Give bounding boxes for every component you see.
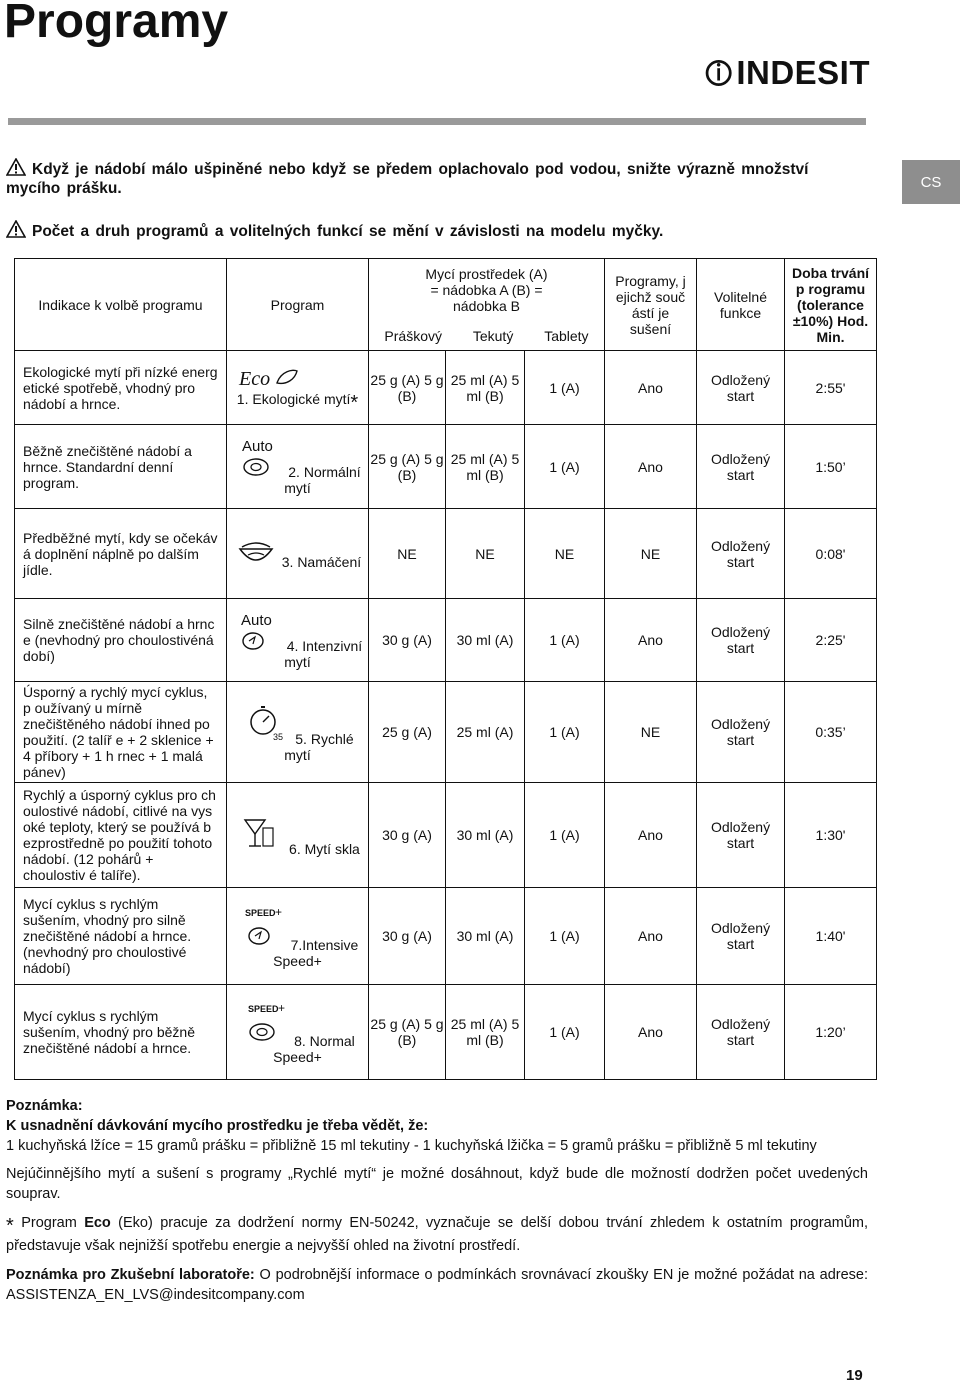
- svg-text:Eco: Eco: [239, 367, 271, 390]
- lab-bold: Poznámka pro Zkušební laboratoře:: [6, 1267, 255, 1283]
- row-options-text: Odložený start: [710, 537, 771, 570]
- table-row: [15, 425, 877, 509]
- row-duration: 2:55': [785, 351, 877, 425]
- row-liquid: 25 ml (A) 5 ml (B): [446, 425, 525, 509]
- program-name: 3. Namáčení: [281, 554, 362, 570]
- row-tablets: NE: [525, 509, 605, 599]
- row-tablets: 1 (A): [525, 599, 605, 682]
- eco-bold: Eco: [84, 1215, 111, 1231]
- glass-icon: [235, 814, 285, 854]
- brand-logo: [705, 52, 870, 94]
- row-options-text: Odložený start: [710, 716, 771, 748]
- row-description: Mycí cyklus s rychlým sušením, vhodný pro běžně znečištěné nádobí a hrnce.: [15, 985, 227, 1080]
- programs-table: [14, 258, 877, 1080]
- row-program: [227, 985, 369, 1080]
- row-duration: 1:40': [785, 888, 877, 985]
- row-powder: 25 g (A): [369, 682, 446, 783]
- header-indication: Indikace k volbě programu: [15, 259, 227, 351]
- row-tablets: 1 (A): [525, 351, 605, 425]
- lab-note: [6, 1265, 868, 1305]
- indesit-logo-icon: [705, 53, 732, 93]
- program-name: 4. Intenzivní mytí: [284, 637, 363, 670]
- timer-icon: [241, 702, 291, 744]
- table-row: [15, 682, 877, 783]
- efficiency-note: Nejúčinnějšího mytí a sušení s programy „Rychlé mytí“ je možné dosáhnout, když bude dle možností dodržen počet uvedených souprav.: [6, 1166, 868, 1202]
- program-name: 5. Rychlé mytí: [284, 730, 354, 763]
- row-tablets: 1 (A): [525, 888, 605, 985]
- dosing-heading: K usnadnění dávkování mycího prostředku je třeba vědět, že:: [6, 1118, 429, 1134]
- row-options: [697, 509, 785, 599]
- row-duration: 1:30': [785, 783, 877, 888]
- dosing-text: 1 kuchyňská lžíce = 15 gramů prášku = přibližně 15 ml tekutiny - 1 kuchyňská lžička = 5 gramů prášku = přibližně 5 ml tekutiny: [6, 1138, 817, 1154]
- page-number: 19: [846, 1367, 863, 1384]
- warning-note-2: [6, 220, 836, 241]
- eco-icon: [237, 365, 307, 391]
- eco-star: *: [6, 1215, 14, 1237]
- row-powder: 30 g (A): [369, 599, 446, 682]
- header-options: [697, 259, 785, 351]
- row-options: [697, 425, 785, 509]
- row-liquid: NE: [446, 509, 525, 599]
- row-duration: 0:35’: [785, 682, 877, 783]
- header-powder: Práškový: [384, 327, 442, 344]
- svg-text:+: +: [274, 904, 282, 919]
- row-drying: Ano: [605, 599, 697, 682]
- svg-text:35: 35: [273, 731, 284, 742]
- brand-name: INDESIT: [736, 54, 870, 91]
- row-powder: 30 g (A): [369, 783, 446, 888]
- row-program: [227, 599, 369, 682]
- row-drying: Ano: [605, 783, 697, 888]
- row-options: [697, 783, 785, 888]
- warning-text-1: Když je nádobí málo ušpiněné nebo když se předem oplachovalo pod vodou, snižte výrazně množství mycího prášku.: [6, 161, 809, 197]
- row-program: [227, 888, 369, 985]
- eco-text: (Eko) pracuje za dodržení normy EN-50242, vyznačuje se delší dobou trvání zhledem k ostatním programům, představuje však nejnižší spotřebu energie a nejvyšší ohled na životní prostředí.: [6, 1215, 868, 1254]
- row-powder: 30 g (A): [369, 888, 446, 985]
- row-duration: 1:50’: [785, 425, 877, 509]
- speed-normal-icon: [240, 1000, 290, 1046]
- table-row: [15, 985, 877, 1080]
- row-options: [697, 682, 785, 783]
- row-powder: 25 g (A) 5 g (B): [369, 985, 446, 1080]
- warning-note-1: [6, 158, 836, 198]
- row-drying: Ano: [605, 425, 697, 509]
- row-program: [227, 783, 369, 888]
- row-powder: 25 g (A) 5 g (B): [369, 351, 446, 425]
- header-options-text: Volitelné funkce: [714, 288, 767, 321]
- svg-text:Auto: Auto: [242, 438, 274, 455]
- row-powder: 25 g (A) 5 g (B): [369, 425, 446, 509]
- svg-text:+: +: [278, 1000, 286, 1015]
- row-duration: 0:08': [785, 509, 877, 599]
- row-description: Úsporný a rychlý mycí cyklus, p oužívaný u mírně znečištěného nádobí ihned po použití. (2 talíř e + 2 sklenice + 4 příbory + 1 h rnec + 1 malá pánev): [15, 682, 227, 783]
- eco-pre: Program: [21, 1215, 77, 1231]
- table-row: [15, 599, 877, 682]
- row-program: [227, 682, 369, 783]
- program-name: 8. Normal Speed+: [273, 1032, 355, 1065]
- language-tab: CS: [902, 160, 960, 204]
- svg-text:Auto: Auto: [240, 611, 272, 629]
- row-drying: Ano: [605, 888, 697, 985]
- row-program: [227, 509, 369, 599]
- row-powder: NE: [369, 509, 446, 599]
- row-duration: 2:25': [785, 599, 877, 682]
- soak-bowl-icon: [234, 537, 278, 567]
- row-options-text: Odložený start: [710, 371, 771, 404]
- row-description: Mycí cyklus s rychlým sušením, vhodný pro silně znečištěné nádobí a hrnce. (nevhodný pro choulostivé nádobí): [15, 888, 227, 985]
- row-description: Silně znečištěné nádobí a hrnc e (nevhodný pro choulostivéná dobí): [15, 599, 227, 682]
- table-row: [15, 351, 877, 425]
- table-row: [15, 783, 877, 888]
- row-duration: 1:20’: [785, 985, 877, 1080]
- row-liquid: 25 ml (A) 5 ml (B): [446, 351, 525, 425]
- speed-intensive-icon: [237, 904, 287, 950]
- row-liquid: 30 ml (A): [446, 888, 525, 985]
- header-duration: [785, 259, 877, 351]
- row-liquid: 30 ml (A): [446, 783, 525, 888]
- auto-intensive-icon: [233, 611, 283, 651]
- row-description: Předběžné mytí, kdy se očekáv á doplnění náplně po dalším jídle.: [15, 509, 227, 599]
- lab-text: O podrobnější informace o podmínkách srovnávací zkoušky EN je možné požádat na adrese: ASSISTENZA_EN_LVS@indesitcompany.com: [6, 1267, 868, 1303]
- row-options: [697, 985, 785, 1080]
- row-drying: NE: [605, 682, 697, 783]
- program-name: 6. Mytí skla: [289, 840, 360, 857]
- header-detergent-title: Mycí prostředek (A) = nádobka A (B) = nádobka B: [425, 265, 548, 314]
- row-options-text: Odložený start: [710, 450, 771, 483]
- row-liquid: 30 ml (A): [446, 599, 525, 682]
- table-header-row: [15, 259, 877, 351]
- header-detergent-sub: [369, 328, 604, 344]
- row-tablets: 1 (A): [525, 783, 605, 888]
- notes-heading: Poznámka:: [6, 1098, 83, 1114]
- header-drying-text: Programy, j ejichž souč ástí je sušení: [615, 272, 686, 337]
- header-drying: [605, 259, 697, 351]
- header-program: Program: [227, 259, 369, 351]
- svg-text:SPEED: SPEED: [248, 1003, 279, 1014]
- row-drying: NE: [605, 509, 697, 599]
- row-options: [697, 599, 785, 682]
- row-options: [697, 351, 785, 425]
- row-options-text: Odložený start: [710, 819, 771, 851]
- row-description: Ekologické mytí při nízké energ etické spotřebě, vhodný pro nádobí a hrnce.: [15, 351, 227, 425]
- table-row: [15, 888, 877, 985]
- header-tablets: Tablety: [544, 327, 589, 344]
- warning-icon: [6, 220, 26, 238]
- row-tablets: 1 (A): [525, 682, 605, 783]
- header-duration-text: Doba trvání p rogramu (tolerance ±10%) Hod. Min.: [792, 264, 870, 345]
- row-options-text: Odložený start: [710, 920, 771, 952]
- table-row: [15, 509, 877, 599]
- warning-text-2: Počet a druh programů a volitelných funkcí se mění v závislosti na modelu myčky.: [32, 223, 664, 240]
- row-program: [227, 425, 369, 509]
- notes-section: [6, 1096, 868, 1314]
- eco-note: [6, 1213, 868, 1256]
- row-options-text: Odložený start: [710, 624, 771, 656]
- program-name: 1. Ekologické mytí: [236, 390, 351, 407]
- header-divider: [8, 118, 866, 125]
- warning-icon: [6, 158, 26, 176]
- row-options: [697, 888, 785, 985]
- row-drying: Ano: [605, 351, 697, 425]
- header-liquid: Tekutý: [472, 327, 514, 344]
- auto-pot-icon: [234, 437, 284, 477]
- row-options-text: Odložený start: [710, 1016, 771, 1048]
- svg-text:SPEED: SPEED: [244, 907, 276, 918]
- row-description: Rychlý a úsporný cyklus pro ch oulostivé nádobí, citlivé na vys oké teploty, který se používá b ezprostředně po použití tohoto nádobí. (12 pohárů + choulostiv é talíře).: [15, 783, 227, 888]
- page-title: Programy: [4, 0, 229, 48]
- row-program: [227, 351, 369, 425]
- row-drying: Ano: [605, 985, 697, 1080]
- program-name: 7.Intensive Speed+: [273, 936, 359, 969]
- row-tablets: 1 (A): [525, 425, 605, 509]
- row-liquid: 25 ml (A) 5 ml (B): [446, 985, 525, 1080]
- header-detergent: [369, 259, 605, 351]
- row-liquid: 25 ml (A): [446, 682, 525, 783]
- program-name: 2. Normální mytí: [284, 464, 361, 496]
- row-description: Běžně znečištěné nádobí a hrnce. Standardní denní program.: [15, 425, 227, 509]
- program-star: *: [350, 391, 359, 414]
- row-tablets: 1 (A): [525, 985, 605, 1080]
